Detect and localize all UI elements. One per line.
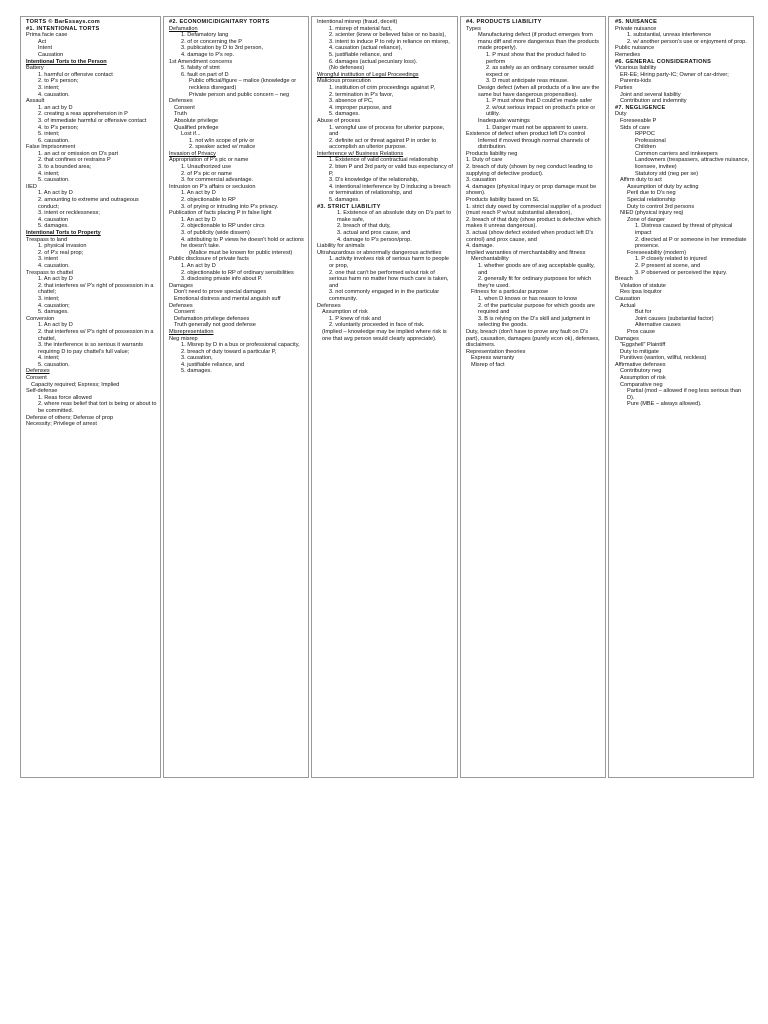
outline-line: Inferred if moved through normal channels of distribution. <box>478 137 590 151</box>
section-heading: #5. NUISANCE <box>615 19 658 25</box>
outline-line: Affirm duty to act <box>620 177 662 184</box>
outline-line: Joint causes (substantial factor) <box>635 315 714 322</box>
outline-line: Representation theories <box>466 348 526 355</box>
outline-line: 3. causation, <box>181 355 213 362</box>
outline-line: 2. speaker acted w/ malice <box>189 144 256 151</box>
outline-line: 3. intent; <box>38 84 60 91</box>
outline-line: 2. that interferes w/ P's right of possession in a chattel, <box>38 328 154 342</box>
outline-line: 2. that interferes w/ P's right of possession in a chattel; <box>38 282 154 296</box>
outline-line: Assumption of risk <box>322 309 368 316</box>
outline-line: 1. P knew of risk and <box>329 315 381 322</box>
outline-line: Duty to control 3rd persons <box>627 203 695 210</box>
outline-column-1 <box>20 16 161 778</box>
outline-line: Defenses <box>317 302 341 309</box>
outline-line: Breach <box>615 276 633 283</box>
outline-line: 2. creating a reas apprehension in P <box>38 111 128 118</box>
outline-line: Consent <box>26 375 47 382</box>
outline-line: But for <box>635 309 652 316</box>
outline-line: Neg misrep <box>169 335 198 342</box>
section-heading: Intentional Torts to the Person <box>26 58 107 65</box>
outline-line: 2. objectionable to RP <box>181 197 236 204</box>
outline-line: 3. P observed or perceived the injury. <box>635 269 728 276</box>
section-heading: Intentional Torts to Property <box>26 230 101 236</box>
outline-line: 3. intent or recklessness; <box>38 210 100 217</box>
section-heading: Invasion of Privacy <box>169 150 216 157</box>
outline-line: Affirmative defenses <box>615 361 666 368</box>
outline-line: 3. of prying or intruding into P's privacy. <box>181 203 279 210</box>
outline-line: 1. whether goods are of avg acceptable quality, and <box>478 262 595 276</box>
outline-line: Duty, breach (don't have to prove any fault on D's part), causation, damages (purely econ ok), defenses, disclaimers. <box>466 328 600 349</box>
outline-line: 2. breach of duty (shown by neg conduct leading to supplying of defective product). <box>466 164 593 177</box>
outline-line: Landowners (trespassers, attractive nuisance, licensee, invitee) <box>635 157 750 171</box>
outline-line: Comparative neg <box>620 381 663 388</box>
outline-line: Abuse of process <box>317 117 361 124</box>
outline-line: Causation <box>615 295 641 302</box>
outline-line: 4. to P's person; <box>38 124 79 131</box>
outline-line: 3. of publicity (wide dissem) <box>181 230 250 236</box>
outline-line: 4. intent; <box>38 170 60 177</box>
outline-line: Parties <box>615 84 633 91</box>
outline-line: 1. Distress caused by threat of physical impact <box>635 223 733 236</box>
outline-line: 5. damages. <box>329 111 360 118</box>
outline-line: 2. that confines or restrains P <box>38 157 111 164</box>
outline-line: RPPOC <box>635 131 655 138</box>
outline-line: 3. absence of PC, <box>329 98 374 105</box>
outline-line: 6. fault on part of D <box>181 71 229 78</box>
outline-line: 5. justifiable reliance, and <box>329 51 393 58</box>
outline-line: Malicious prosecution <box>317 78 371 85</box>
outline-line: Partial (mod – allowed if neg less serious than D). <box>627 388 742 401</box>
outline-line: 1. An act by D <box>38 322 73 329</box>
outline-line: 1. Existence of valid contractual relationship <box>329 157 438 164</box>
outline-line: 5. causation. <box>38 361 70 368</box>
outline-line: 1. Duty of care <box>466 157 503 164</box>
outline-line: 1. not w/in scope of priv or <box>189 137 255 144</box>
outline-line: 1. Existence of an absolute duty on D's part to make safe, <box>337 210 451 223</box>
outline-line: Contributory neg <box>620 368 662 375</box>
outline-line: 6. damages (actual pecuniary loss). <box>329 58 418 65</box>
outline-line: 4. causation (actual reliance), <box>329 45 403 52</box>
outline-line: 2. breach of duty toward a particular P, <box>181 348 277 355</box>
outline-line: Qualified privilege <box>174 124 219 131</box>
outline-line: Ultrahazardous or abnormally dangerous activities <box>317 249 442 256</box>
outline-line: Truth generally not good defense <box>174 322 256 329</box>
outline-line: Public official/figure – malice (knowledge or reckless disregard) <box>189 78 297 91</box>
outline-line: 1. when D knows or has reason to know <box>478 295 578 302</box>
outline-line: Merchantability <box>471 256 509 263</box>
outline-line: Intent <box>38 45 52 52</box>
outline-line: 1. Reas force allowed <box>38 394 92 401</box>
outline-line: 2. where reas belief that tort is being or about to be committed. <box>38 401 157 415</box>
outline-line: Express warranty <box>471 355 515 362</box>
outline-line: Don't need to prove special damages <box>174 289 267 296</box>
outline-line: Prima facie case <box>26 32 68 39</box>
outline-line: 4. causation. <box>38 262 70 269</box>
outline-line: Misrep of fact <box>471 361 505 368</box>
outline-line: Peril due to D's neg <box>627 190 676 197</box>
outline-column-4 <box>460 16 606 778</box>
outline-line: 3. publication by D to 3rd person, <box>181 45 264 52</box>
outline-line: 3. actual (show defect existed when product left D's control) and prox cause, and <box>466 230 594 243</box>
outline-line: 2. one that can't be performed w/out risk of serious harm no matter how much care is taken, and <box>329 269 449 289</box>
outline-line: IIED <box>26 183 37 190</box>
outline-line: 2. btwn P and 3rd party or valid bus expectancy of P, <box>329 164 453 177</box>
outline-line: 2. definite act or threat against P in order to accomplish an ulterior purpose. <box>329 137 437 151</box>
outline-line: 5. causation. <box>38 177 70 184</box>
outline-line: 1. substantial, unreas interference <box>627 32 712 39</box>
outline-line: 4. improper purpose, and <box>329 104 392 111</box>
section-heading: #7. NEGLIGENCE <box>615 104 666 111</box>
outline-line: 2. objectionable to RP of ordinary sensibilities <box>181 269 294 276</box>
outline-line: 1. an act or omission on D's part <box>38 150 119 157</box>
outline-line: Private nuisance <box>615 25 657 32</box>
outline-line: Existence of defect when product left D's control <box>466 131 586 138</box>
outline-line: 3. intent <box>38 256 58 263</box>
outline-line: 1. physical invasion <box>38 243 87 250</box>
outline-column-5 <box>608 16 754 778</box>
outline-line: 4. intentional interference by D inducing a breach or termination of relationship, and <box>329 183 451 197</box>
outline-line: 1. an act by D <box>38 104 73 111</box>
outline-line: Zone of danger <box>627 216 665 223</box>
outline-line: 1. An act by D <box>181 190 216 197</box>
section-heading: #4. PRODUCTS LIABILITY <box>466 19 542 25</box>
outline-line: Necessity; Privilege of arrest <box>26 421 97 428</box>
outline-line: 2. termination in P's favor, <box>329 91 394 98</box>
outline-column-2 <box>163 16 309 778</box>
section-heading: #1. INTENTIONAL TORTS <box>26 25 100 32</box>
outline-line: Causation <box>38 51 64 58</box>
outline-line: 5. damages. <box>329 197 360 204</box>
outline-line: (No defenses) <box>329 65 365 72</box>
outline-line: 2. amounting to extreme and outrageous conduct; <box>38 197 139 210</box>
outline-line: Common carriers and innkeepers <box>635 150 718 157</box>
outline-line: Actual <box>620 302 636 309</box>
outline-line: 2. objectionable to RP under circs <box>181 223 265 230</box>
outline-line: 5. falsity of stmt <box>181 65 220 72</box>
outline-line: Self-defense <box>26 388 58 395</box>
outline-line: 3. D must anticipate reas misuse. <box>486 78 569 85</box>
outline-line: 1. An act by D <box>38 276 73 283</box>
outline-line: 1. An act by D <box>181 262 216 269</box>
outline-line: 1. P closely related to injured <box>635 256 707 263</box>
outline-line: Damages <box>615 335 639 342</box>
outline-line: False Imprisonment <box>26 144 76 151</box>
outline-line: Defenses <box>169 302 193 309</box>
outline-line: Special relationship <box>627 197 676 204</box>
outline-line: 3. disclosing private info about P. <box>181 276 263 283</box>
outline-line: Types <box>466 25 481 32</box>
outline-line: Intentional misrep (fraud, deceit) <box>317 19 398 25</box>
outline-line: 1. strict duty owed by commercial supplier of a product (must reach P w/out substantial alteration), <box>466 203 601 217</box>
section-heading: TORTS © BarEssays.com <box>26 19 101 25</box>
outline-line: Design defect (when all products of a line are the same but have dangerous propensities). <box>478 84 600 98</box>
outline-line: Punitives (wanton, willful, reckless) <box>620 355 707 362</box>
outline-line: Vicarious liability <box>615 65 657 72</box>
outline-line: 1. misrep of material fact, <box>329 25 392 32</box>
outline-column-3 <box>311 16 458 778</box>
outline-line: Defenses <box>169 98 193 105</box>
outline-line: 3. not commonly engaged in in the particular community. <box>329 289 440 302</box>
outline-line: Act <box>38 38 47 45</box>
outline-line: Emotional distress and mental anguish suff <box>174 295 281 302</box>
outline-line: 4. intent; <box>38 355 60 362</box>
outline-line: 1. P must show that the product failed to perform <box>486 51 586 65</box>
outline-line: Private person and public concern – neg <box>189 91 290 98</box>
outline-line: 1. P must show that D could've made safer <box>486 98 593 105</box>
outline-line: 2. breach of that duty (show product is defective which makes it unreas dangerous). <box>466 216 601 230</box>
outline-line: Public nuisance <box>615 45 655 52</box>
outline-line: Violation of statute <box>620 282 666 289</box>
outline-line: Duty to mitigate <box>620 348 659 355</box>
outline-line: 2. of P's real prop; <box>38 249 84 256</box>
outline-line: 2. P present at scene, and <box>635 262 701 269</box>
outline-line: 1. Defamatory lang <box>181 32 229 39</box>
outline-line: 1. An act by D <box>181 216 216 223</box>
outline-line: Assault <box>26 98 45 105</box>
outline-line: (Implied – knowledge may be implied where risk is one that avg person would clearly appreciate). <box>322 328 447 342</box>
section-heading: Wrongful institution of Legal Proceedings <box>317 71 419 78</box>
outline-line: Intrusion on P's affairs or seclusion <box>169 183 256 190</box>
outline-line: 2. directed at P or someone in her immediate presence. <box>635 236 747 250</box>
outline-line: Capacity required; Express; Implied <box>31 381 120 388</box>
outline-line: 3. actual and prox cause, and <box>337 230 411 236</box>
outline-line: 3. intent to induce P to rely in reliance on misrep, <box>329 38 450 45</box>
outline-line: Manufacturing defect (if product emerges from manu diff and more dangerous than the products made properly). <box>478 32 599 52</box>
outline-line: 1. activity involves risk of serious harm to people or prop, <box>329 256 450 269</box>
outline-line: Foreseeable P <box>620 117 657 124</box>
outline-line: Professional <box>635 137 666 144</box>
outline-line: Pure (MBE – always allowed). <box>627 401 702 408</box>
outline-line: Assumption of risk <box>620 375 666 382</box>
outline-line: Trespass to chattel <box>26 269 74 276</box>
outline-line: Stds of care <box>620 124 650 131</box>
section-heading: Misrepresentation <box>169 328 214 335</box>
outline-line: Prox cause <box>627 328 655 335</box>
section-heading: #3. STRICT LIABILITY <box>317 203 381 210</box>
outline-sheet <box>20 16 766 778</box>
outline-line: 2. of the particular purpose for which goods are required and <box>478 302 595 316</box>
section-heading: Defenses <box>26 368 50 375</box>
outline-line: 1. harmful or offensive contact <box>38 71 113 78</box>
outline-line: Joint and several liability <box>620 91 681 98</box>
outline-line: "Eggshell" Plaintiff <box>620 342 666 349</box>
outline-line: Contribution and indemnity <box>620 98 687 105</box>
outline-line: Defense of others; Defense of prop <box>26 414 114 421</box>
outline-line: Liability for animals <box>317 243 365 250</box>
outline-line: (Malice must be known for public interest) <box>189 249 293 256</box>
outline-line: 1. An act by D <box>38 190 73 197</box>
outline-line: Defamation privilege defenses <box>174 315 250 322</box>
outline-line: Res ipsa loquitor <box>620 289 662 296</box>
outline-line: Conversion <box>26 315 55 322</box>
outline-line: Appropriation of P's pic or name <box>169 157 249 164</box>
outline-line: 3. for commercial advantage. <box>181 177 254 184</box>
outline-line: 3. to a bounded area; <box>38 164 92 171</box>
outline-line: 5. damages. <box>38 223 69 230</box>
outline-line: Consent <box>174 309 195 316</box>
outline-line: ER-EE; Hiring party-IC; Owner of car-driver; Parents-kids <box>620 71 729 85</box>
outline-line: 1. institution of crim proceedings against P, <box>329 84 435 91</box>
outline-line: Public disclosure of private facts <box>169 256 249 263</box>
outline-line: 2. to P's person; <box>38 78 79 85</box>
outline-line: 1. Unauthorized use <box>181 164 232 171</box>
outline-line: 3. causation <box>466 177 497 184</box>
outline-line: 2. w/out serious impact on product's price or utility. <box>486 104 596 118</box>
outline-line: 5. intent; <box>38 131 60 138</box>
outline-line: Products liability neg <box>466 150 518 157</box>
outline-line: 2. generally fit for ordinary purposes for which they're used. <box>478 276 592 289</box>
outline-line: 2. of P's pic or name <box>181 170 232 177</box>
outline-line: 3. D's knowledge of the relationship, <box>329 177 419 184</box>
section-heading: #2. ECONOMIC/DIGNITARY TORTS <box>169 19 270 25</box>
outline-line: 2. voluntarily proceeded in face of risk. <box>329 322 425 329</box>
outline-line: Lost if... <box>181 131 201 138</box>
outline-line: 4. justifiable reliance, and <box>181 361 245 368</box>
outline-line: Inadequate warnings <box>478 117 530 124</box>
outline-line: 4. attributing to P views he doesn't hold or actions he doesn't take. <box>181 236 304 250</box>
outline-line: Duty <box>615 111 627 118</box>
outline-line: 3. the interference is so serious it warrants requiring D to pay chattel's full value; <box>38 342 144 355</box>
outline-line: Fitness for a particular purpose <box>471 289 549 296</box>
outline-line: 3. B is relying on the D's skill and judgment in selecting the goods. <box>478 315 591 329</box>
outline-line: 5. damages. <box>181 368 212 375</box>
outline-line: Alternative causes <box>635 322 681 329</box>
outline-line: 6. causation. <box>38 137 70 144</box>
outline-line: Absolute privilege <box>174 117 219 124</box>
section-heading: Defamation <box>169 25 198 32</box>
outline-line: 5. damages. <box>38 309 69 316</box>
outline-line: Remedies <box>615 51 641 58</box>
section-heading: Interference w/ Business Relations <box>317 150 404 157</box>
outline-line: Statutory std (neg per se) <box>635 170 699 177</box>
outline-line: Consent <box>174 104 195 111</box>
outline-line: Children <box>635 144 656 151</box>
outline-line: Products liability based on SL <box>466 197 540 204</box>
outline-line: 4. damages (physical injury or prop damage must be shown). <box>466 183 597 197</box>
outline-line: 2. of or concerning the P <box>181 38 242 45</box>
outline-line: 1. Misrep by D in a bus or professional capacity, <box>181 342 300 349</box>
outline-line: Truth <box>174 111 187 118</box>
outline-line: 1. wrongful use of process for ulterior purpose, and <box>329 124 445 138</box>
section-heading: #6. GENERAL CONSIDERATIONS <box>615 58 712 65</box>
outline-line: 3. intent; <box>38 295 60 302</box>
outline-line: Battery <box>26 65 44 72</box>
outline-line: Damages <box>169 282 193 289</box>
outline-line: 2. as safely as an ordinary consumer would expect or <box>486 65 594 78</box>
outline-line: 2. breach of that duty, <box>337 223 391 230</box>
outline-line: 4. damage to P's rep. <box>181 51 234 58</box>
outline-line: Foreseeability (modern) <box>627 249 687 256</box>
outline-line: 4. damage. <box>466 243 494 250</box>
outline-line: 2. w/ another person's use or enjoyment of prop. <box>627 38 747 45</box>
outline-line: Implied warranties of merchantability and fitness <box>466 249 586 256</box>
outline-line: 4. causation <box>38 216 69 223</box>
outline-line: 4. damage to P's person/prop. <box>337 236 412 243</box>
outline-line: 4. causation; <box>38 302 70 309</box>
outline-line: 3. of immediate harmful or offensive contact <box>38 117 147 124</box>
outline-line: 4. causation. <box>38 91 70 98</box>
outline-line: Trespass to land <box>26 236 68 243</box>
outline-line: 1. Danger must not be apparent to users. <box>486 124 588 131</box>
outline-line: NIED (physical injury req) <box>620 210 684 217</box>
outline-line: 2. scienter (knew or believed false or no basis), <box>329 32 446 39</box>
outline-line: 1st Amendment concerns <box>169 58 233 65</box>
outline-line: Assumption of duty by acting <box>627 183 699 190</box>
outline-line: Publication of facts placing P in false light <box>169 210 272 217</box>
